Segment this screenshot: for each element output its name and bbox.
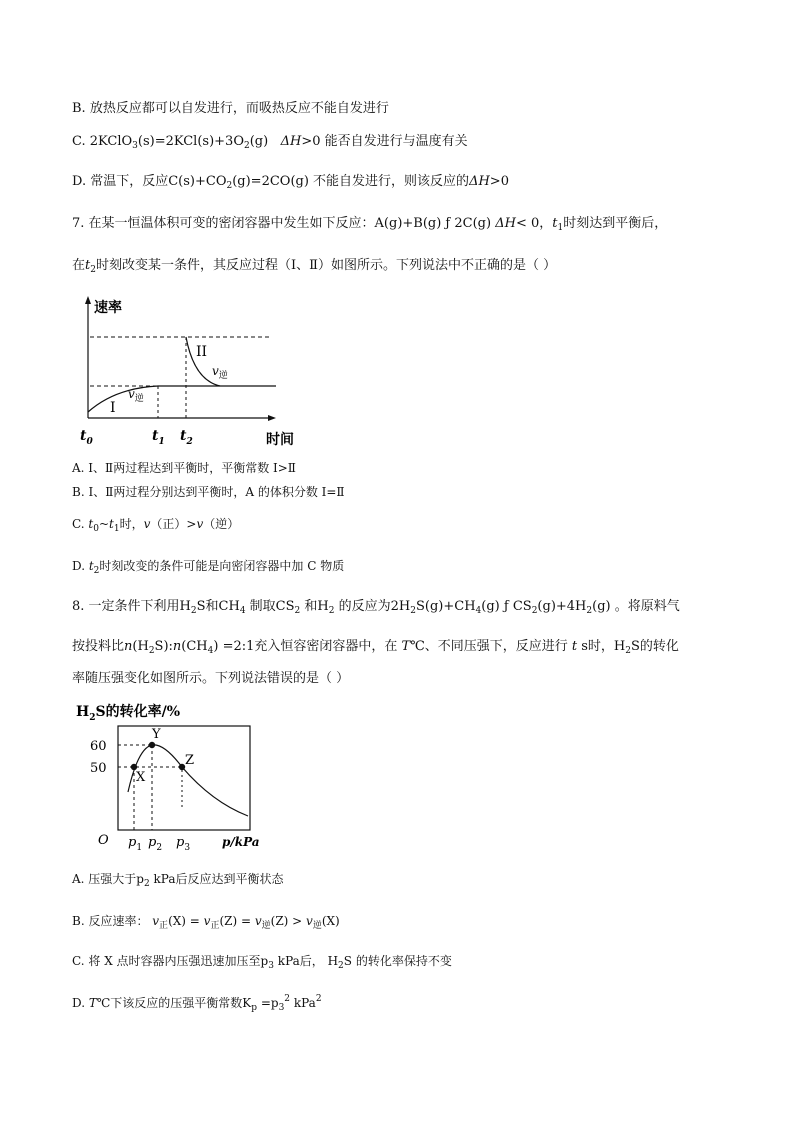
q8-option-c: C. 将 X 点时容器内压强迅速加压至$p_3$ kPa后， $H_2S$ 的转化率保持不变 bbox=[72, 954, 452, 971]
label-I: I bbox=[110, 400, 116, 416]
p3-label: $p_3$ bbox=[176, 835, 191, 853]
q6-option-c: C. $2KClO_3(s)=2KCl(s)+3O_2(g)$ ΔH>0 能否自发进行与温度有关 bbox=[72, 134, 468, 151]
q8-stem-line2: 按投料比$n(H_2S):n(CH_4)$ =2:1充入恒容密闭容器中，在 T℃、不同压强下，反应进行 t s时，$H_2S$的转化 bbox=[72, 639, 679, 656]
label-II: II bbox=[196, 344, 208, 360]
origin-label: O bbox=[98, 833, 109, 848]
y-axis-label: 速率 bbox=[94, 300, 122, 316]
v-rev-label-2: $v_逆$ bbox=[212, 364, 228, 381]
t1-label: $t_1$ bbox=[152, 428, 165, 447]
q7-option-b: B. Ⅰ、Ⅱ两过程分别达到平衡时，A 的体积分数 Ⅰ=Ⅱ bbox=[72, 485, 345, 499]
t2-label: $t_2$ bbox=[180, 428, 193, 447]
y-tick-50: 50 bbox=[90, 761, 107, 776]
curve-I bbox=[88, 386, 158, 412]
q7-stem-line1: 7. 在某一恒温体积可变的密闭容器中发生如下反应：A(g)+B(g) ƒ 2C(g) ΔH< 0，$t_1$时刻达到平衡后， bbox=[72, 216, 668, 233]
q7-option-d: D. $t_2$时刻改变的条件可能是向密闭容器中加 C 物质 bbox=[72, 559, 345, 576]
q8-stem-line1: 8. 一定条件下利用$H_2S$和$CH_4$ 制取$CS_2$ 和$H_2$ 的反应为$2H_2S(g)+CH_4(g)$ ƒ $CS_2(g)+4H_2(g)$ 。将原料气 bbox=[72, 599, 680, 616]
q7-stem-line2: 在$t_2$时刻改变某一条件，其反应过程（Ⅰ、Ⅱ）如图所示。下列说法中不正确的是（ ） bbox=[72, 258, 557, 275]
q8-option-b: B. 反应速率： $v_正(X) = v_正(Z) = v_逆(Z) > v_逆(X)$ bbox=[72, 914, 340, 931]
q8-option-a: A. 压强大于$p_2$ kPa后反应达到平衡状态 bbox=[72, 872, 284, 889]
x-unit-label: p/kPa bbox=[222, 835, 260, 849]
q8-stem-line3: 率随压强变化如图所示。下列说法错误的是（ ） bbox=[72, 671, 350, 686]
v-rev-label-1: $v_逆$ bbox=[128, 387, 144, 404]
x-axis-label: 时间 bbox=[266, 432, 294, 448]
label-Z: Z bbox=[185, 753, 195, 768]
chart2-title: $H_2S$的转化率/% bbox=[76, 704, 181, 723]
rate-time-graph bbox=[70, 290, 330, 450]
q6-option-d: D. 常温下，反应$C(s)+CO_2(g)=2CO(g)$ 不能自发进行，则该反应的ΔH>0 bbox=[72, 174, 509, 191]
q6-option-b: B. 放热反应都可以自发进行，而吸热反应不能自发进行 bbox=[72, 101, 389, 116]
y-tick-60: 60 bbox=[90, 739, 107, 754]
p1-label: $p_1$ bbox=[128, 835, 143, 853]
p2-label: $p_2$ bbox=[148, 835, 163, 853]
q7-option-c: C. $t_0\sim t_1$时，v（正）>v（逆） bbox=[72, 517, 240, 534]
point-Y bbox=[149, 742, 155, 748]
t0-label: $t_0$ bbox=[80, 428, 93, 447]
conversion-pressure-graph bbox=[72, 698, 272, 858]
label-Y: Y bbox=[152, 727, 161, 742]
y-axis-arrow bbox=[85, 296, 91, 304]
x-axis-arrow bbox=[268, 415, 276, 421]
label-X: X bbox=[136, 770, 146, 785]
q7-option-a: A. Ⅰ、Ⅱ两过程达到平衡时，平衡常数 Ⅰ>Ⅱ bbox=[72, 461, 296, 475]
q8-option-d: D. T℃下该反应的压强平衡常数$K_p =p_3^2$ kPa$^2$ bbox=[72, 994, 322, 1013]
